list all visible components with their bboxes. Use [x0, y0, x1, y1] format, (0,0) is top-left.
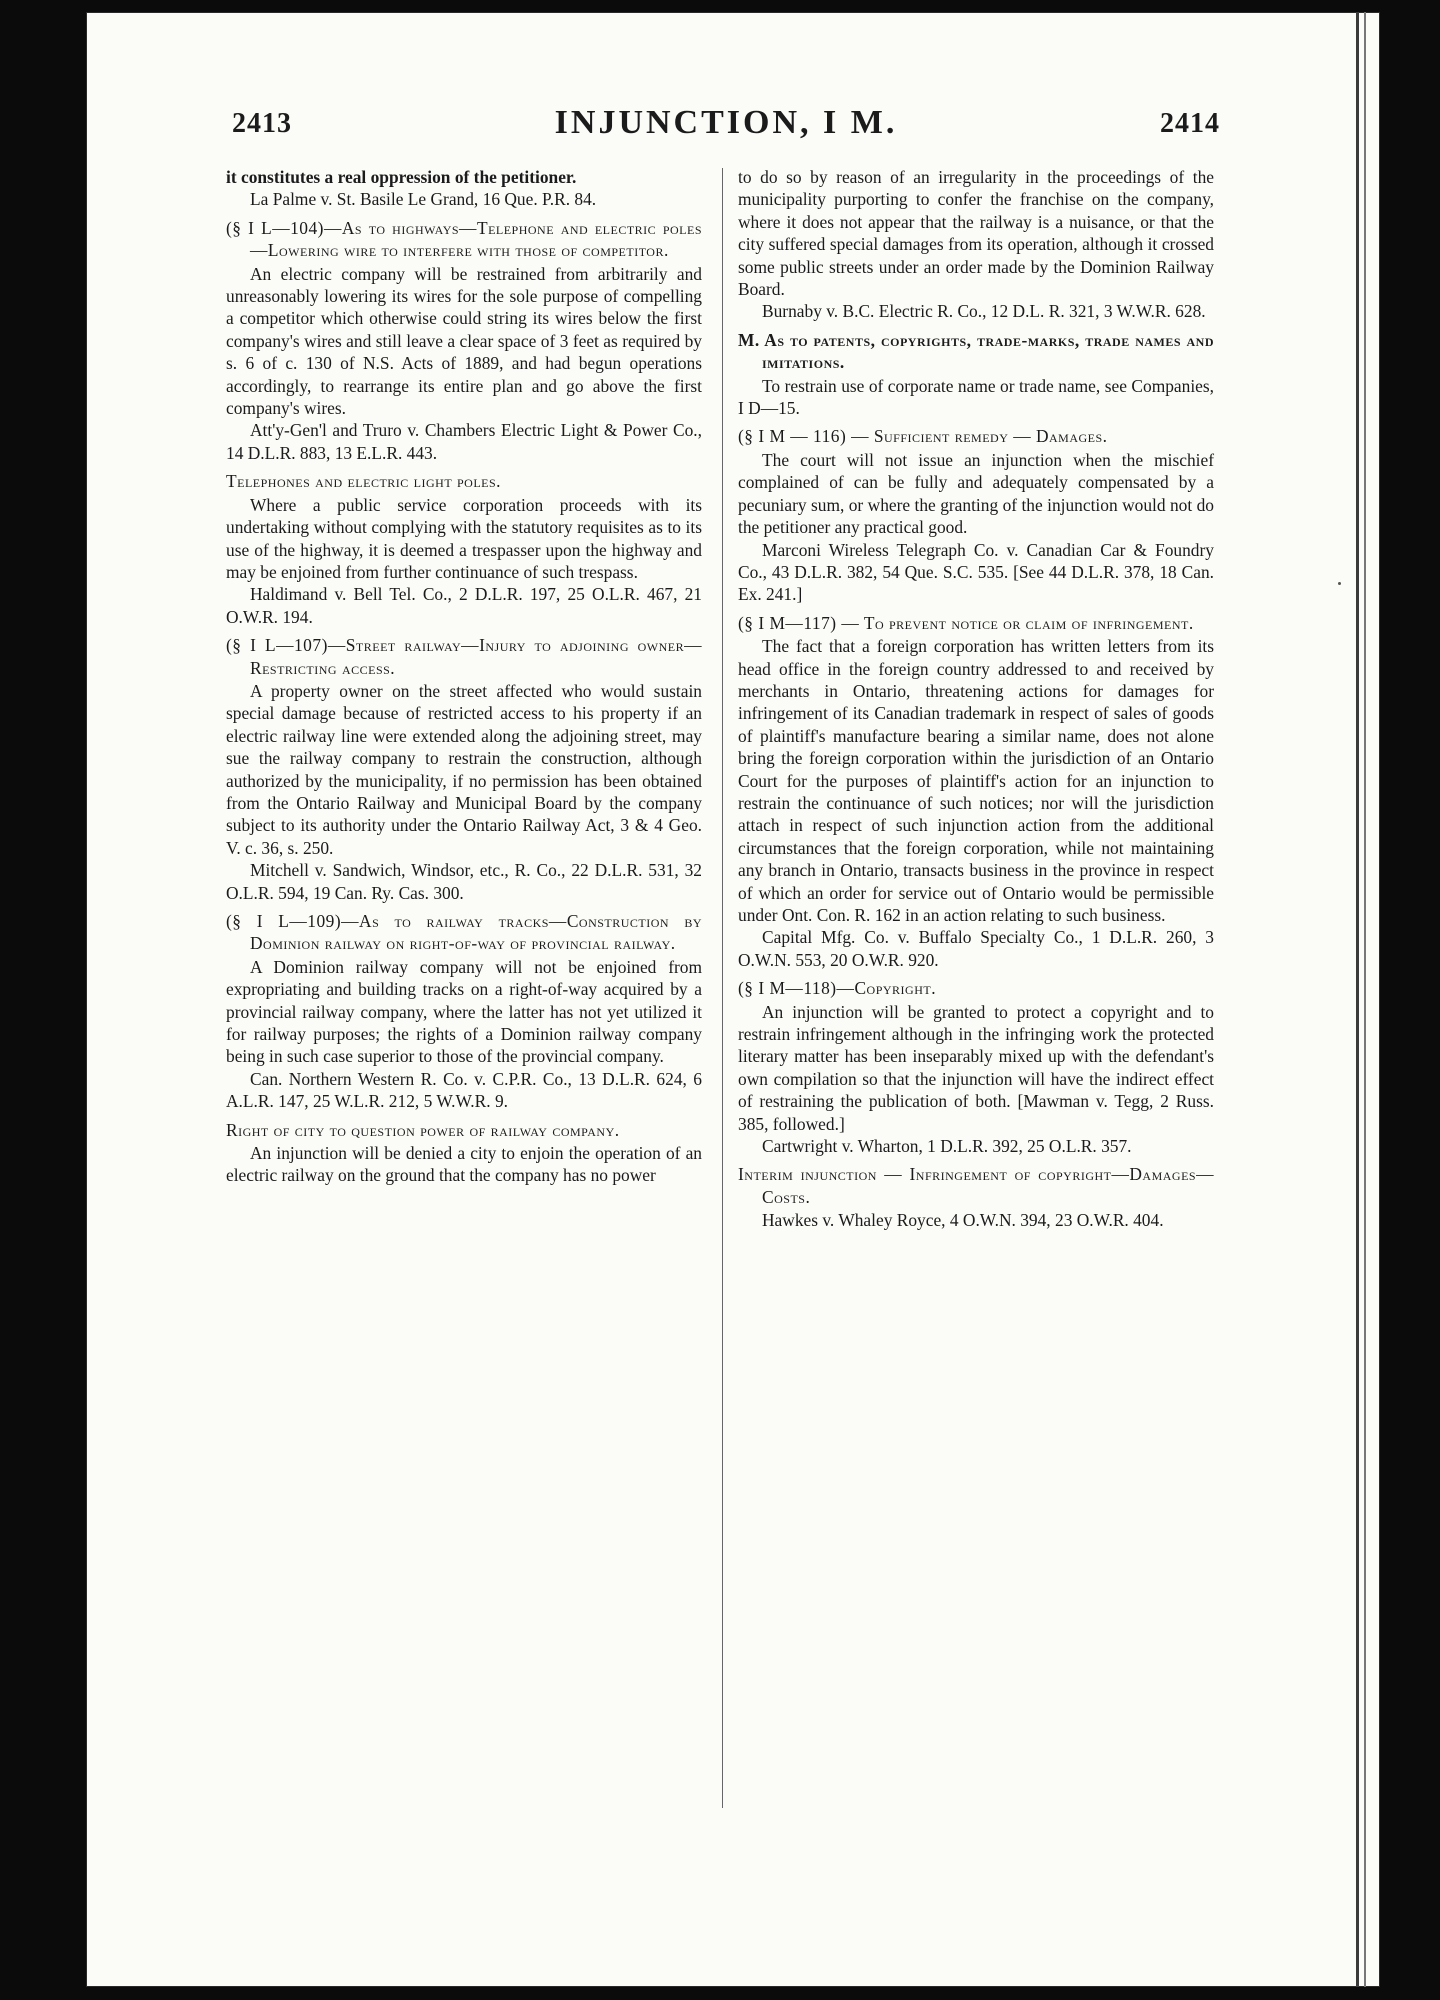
paragraph: The court will not issue an injunction when the mischief complained of can be fully and adequately compensated by a pecuniary sum, or where the granting of the injunction would not do the petitioner any practical good.	[738, 449, 1214, 538]
paragraph-continuation: it constitutes a real oppression of the petitioner.	[226, 167, 577, 187]
running-title: INJUNCTION, I M.	[554, 104, 898, 141]
paragraph: A property owner on the street affected who would sustain special damage because of restricted access to his property if an electric railway line were extended along the adjoining street, may sue the railway company to restrain the construction, although authorized by the municipality, if no permission has been obtained from the Ontario Railway and Municipal Board by the company subject to its authority under the Ontario Railway Act, 3 & 4 Geo. V. c. 36, s. 250.	[226, 680, 702, 858]
case-citation: Can. Northern Western R. Co. v. C.P.R. Co., 13 D.L.R. 624, 6 A.L.R. 147, 25 W.L.R. 212, 5 W.W.R. 9.	[226, 1068, 702, 1112]
case-citation: Hawkes v. Whaley Royce, 4 O.W.N. 394, 23 O.W.R. 404.	[762, 1210, 1164, 1231]
section-heading: (§ I M—117) — To prevent notice or claim of infringement.	[738, 612, 1194, 633]
running-header	[230, 104, 1222, 152]
section-heading: Interim injunction — Infringement of copyright—Damages—Costs.	[738, 1164, 1214, 1207]
binding-edge-shadow	[1364, 12, 1366, 1987]
section-heading: (§ I M — 116) — Sufficient remedy — Damages.	[738, 426, 1108, 447]
case-citation: Haldimand v. Bell Tel. Co., 2 D.L.R. 197, 25 O.L.R. 467, 21 O.W.R. 194.	[226, 584, 702, 627]
division-heading: M. As to patents, copyrights, trade-marks, trade names and imitations.	[738, 329, 1214, 373]
section-heading: (§ I L—104)—As to highways—Telephone and electric poles—Lowering wire to interfere with those of competitor.	[226, 217, 702, 261]
case-citation: La Palme v. St. Basile Le Grand, 16 Que. P.R. 84.	[250, 189, 597, 210]
left-column	[226, 166, 702, 1187]
case-citation: Marconi Wireless Telegraph Co. v. Canadian Car & Foundry Co., 43 D.L.R. 382, 54 Que. S.C. 535. [See 44 D.L.R. 378, 18 Can. Ex. 241.]	[738, 539, 1214, 605]
section-heading: Right of city to question power of railway company.	[226, 1119, 620, 1140]
section-heading: (§ I L—109)—As to railway tracks—Construction by Dominion railway on right-of-way of provincial railway.	[226, 911, 702, 954]
case-citation: Mitchell v. Sandwich, Windsor, etc., R. Co., 22 D.L.R. 531, 32 O.L.R. 594, 19 Can. Ry. Cas. 300.	[226, 860, 702, 903]
column-divider	[722, 168, 723, 1808]
binding-edge	[1356, 12, 1359, 1987]
section-heading: Telephones and electric light poles.	[226, 471, 502, 492]
section-heading: (§ I M—118)—Copyright.	[738, 978, 937, 999]
paragraph: Where a public service corporation proceeds with its undertaking without complying with the statutory requisites as to its use of the highway, it is deemed a trespasser upon the highway and may be enjoined from further continuance of such trespass.	[226, 494, 702, 582]
right-column	[738, 166, 1214, 1238]
right-page-number: 2414	[1160, 108, 1220, 139]
speck	[1338, 582, 1341, 585]
section-heading: (§ I L—107)—Street railway—Injury to adjoining owner—Restricting access.	[226, 635, 702, 678]
case-citation: Capital Mfg. Co. v. Buffalo Specialty Co., 1 D.L.R. 260, 3 O.W.N. 553, 20 O.W.R. 920.	[738, 927, 1214, 970]
case-citation: Burnaby v. B.C. Electric R. Co., 12 D.L. R. 321, 3 W.W.R. 628.	[762, 301, 1206, 322]
paragraph: An injunction will be granted to protect a copyright and to restrain infringement although in the infringing work the protected literary matter has been inseparably mixed up with the defendant's own compilation so that the injunction will have the indirect effect of restraining the publication of both. [Mawman v. Tegg, 2 Russ. 385, followed.]	[738, 1001, 1214, 1134]
paragraph: An electric company will be restrained from arbitrarily and unreasonably lowering its wires for the sole purpose of compelling a competitor which otherwise could string its wires below the first company's wires and still leave a clear space of 3 feet as required by s. 6 of c. 130 of N.S. Acts of 1889, and had begun operations accordingly, to rearrange its entire plan and go above the first company's wires.	[226, 263, 702, 419]
paragraph: The fact that a foreign corporation has written letters from its head office in the foreign country addressed to and received by merchants in Ontario, threatening actions for damages for infringement of its Canadian trademark in respect of sales of goods of plaintiff's manufacture bearing a similar name, does not alone bring the foreign corporation within the jurisdiction of an Ontario Court for the purposes of plaintiff's action for an injunction to restrain the continuance of such notices; nor will the jurisdiction attach in respect of such injunction action from the additional circumstances that the foreign corporation, while not maintaining any branch in Ontario, transacts business in the province in respect of which an order for service out of Ontario would be permissible under Ont. Con. R. 162 in an action relating to such business.	[738, 636, 1214, 925]
case-citation: Att'y-Gen'l and Truro v. Chambers Electric Light & Power Co., 14 D.L.R. 883, 13 E.L.R. 443.	[226, 420, 702, 463]
paragraph-continuation: to do so by reason of an irregularity in the proceedings of the municipality purporting to confer the franchise on the company, where it does not appear that the railway is a nuisance, or that the city suffered special damages from its operation, although it crossed some public streets under an order made by the Dominion Railway Board.	[738, 167, 1214, 300]
left-page-number: 2413	[232, 108, 292, 139]
case-citation: Cartwright v. Wharton, 1 D.L.R. 392, 25 O.L.R. 357.	[762, 1136, 1132, 1157]
paragraph: An injunction will be denied a city to enjoin the operation of an electric railway on the ground that the company has no power	[226, 1143, 702, 1186]
cross-reference: To restrain use of corporate name or trade name, see Companies, I D—15.	[738, 375, 1214, 419]
paragraph: A Dominion railway company will not be enjoined from expropriating and building tracks on a right-of-way acquired by a provincial railway company, where the latter has not yet utilized it for railway purposes; the rights of a Dominion railway company being in such case superior to those of the provincial company.	[226, 956, 702, 1067]
